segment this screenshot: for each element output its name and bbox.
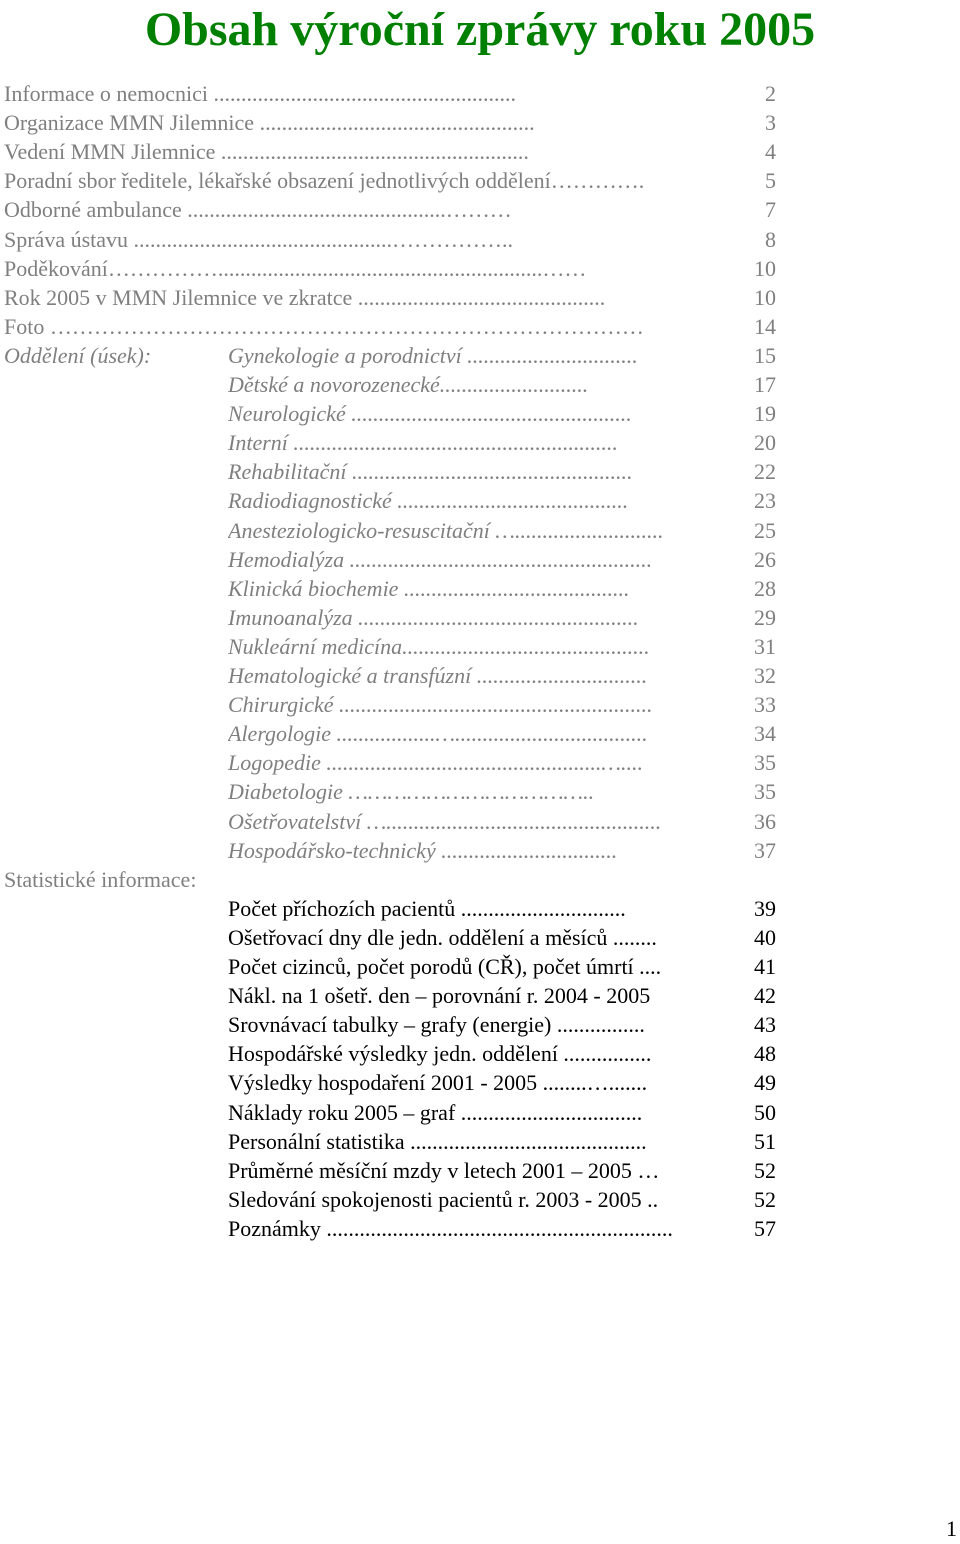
entry-title: Průměrné měsíční mzdy v letech 2001 – 2005 … — [228, 1157, 660, 1183]
entry-title: Nákl. na 1 ošetř. den – porovnání r. 2004 - 2005 — [228, 983, 651, 1009]
entry-title: Imunoanalýza ................................................... — [228, 604, 639, 630]
entry-page: 35 — [754, 779, 776, 805]
entry-title: Neurologické ................................................... — [228, 401, 632, 427]
entry-page: 48 — [754, 1041, 776, 1067]
entry-title: Hospodářské výsledky jedn. oddělení ................ — [228, 1041, 652, 1067]
toc-entry — [0, 254, 960, 283]
entry-title: Poznámky ............................................................... — [228, 1215, 673, 1241]
entry-title: Poradní sbor ředitele, lékařské obsazení jednotlivých oddělení…………. — [4, 168, 645, 194]
entry-page: 43 — [754, 1012, 776, 1038]
entry-title: Ošetřovatelství ….................................................. — [228, 808, 662, 834]
entry-title: Alergologie ..................…................................... — [228, 721, 648, 747]
entry-page: 40 — [754, 924, 776, 950]
section-header — [0, 865, 960, 894]
toc-entry — [0, 79, 960, 108]
entry-title: Počet cizinců, počet porodů (CŘ), počet úmrtí .... — [228, 954, 662, 979]
toc-entry — [0, 1068, 960, 1097]
entry-title: Radiodiagnostické .......................................... — [228, 488, 629, 514]
entry-page: 2 — [765, 81, 776, 106]
toc-entry — [0, 690, 960, 719]
entry-page: 10 — [754, 255, 776, 281]
toc-entry — [0, 777, 960, 806]
entry-page: 10 — [754, 284, 776, 310]
entry-page: 37 — [754, 837, 776, 863]
entry-page: 52 — [754, 1186, 776, 1212]
entry-title: Klinická biochemie ......................................... — [228, 575, 630, 601]
entry-title: Dětské a novorozenecké........................... — [228, 372, 589, 397]
document-title: Obsah výroční zprávy roku 2005 — [144, 3, 816, 56]
toc-entry — [0, 1098, 960, 1127]
entry-page: 32 — [754, 663, 776, 688]
entry-title: Rehabilitační ................................................... — [228, 459, 633, 485]
entry-page: 7 — [765, 197, 776, 223]
section-label-departments: Oddělení (úsek): — [4, 342, 152, 368]
toc-entry — [0, 399, 960, 428]
entry-title: Hematologické a transfúzní ............................... — [228, 663, 648, 688]
entry-title: Hospodářsko-technický ................................ — [228, 837, 618, 863]
entry-page: 3 — [765, 110, 776, 136]
entry-page: 22 — [754, 459, 776, 485]
entry-title: Počet příchozích pacientů .............................. — [228, 895, 626, 921]
toc-entry — [0, 894, 960, 923]
entry-page: 49 — [754, 1070, 776, 1096]
entry-page: 25 — [754, 517, 776, 543]
entry-title: Diabetologie ……………………………….. — [228, 779, 595, 805]
entry-title: Informace o nemocnici ....................................................... — [4, 81, 517, 106]
toc-entry — [0, 486, 960, 515]
entry-title: Ošetřovací dny dle jedn. oddělení a měsíců ........ — [228, 924, 657, 950]
entry-page: 8 — [765, 226, 776, 252]
entry-page: 29 — [754, 604, 776, 630]
entry-title: Gynekologie a porodnictví ............................... — [228, 342, 638, 368]
toc-entry — [0, 603, 960, 632]
entry-title: Správa ústavu ...............................................…………….. — [4, 226, 514, 252]
toc-entry — [0, 1214, 960, 1243]
entry-page: 41 — [754, 954, 776, 979]
entry-title: Personální statistika ........................................... — [228, 1128, 647, 1154]
toc-entry — [0, 1127, 960, 1156]
toc-entry — [0, 836, 960, 865]
entry-title: Hemodialýza ....................................................... — [228, 546, 653, 572]
toc-entry — [0, 574, 960, 603]
entry-page: 4 — [765, 139, 776, 165]
toc-entry — [0, 807, 960, 836]
toc-entry — [0, 545, 960, 574]
entry-title: Sledování spokojenosti pacientů r. 2003 - 2005 .. — [228, 1186, 659, 1212]
toc-entry — [0, 283, 960, 312]
entry-page: 42 — [754, 983, 776, 1009]
toc-entry — [0, 225, 960, 254]
toc-entry — [0, 1156, 960, 1185]
toc-entry — [0, 370, 960, 399]
toc-entry — [0, 457, 960, 486]
toc-entry — [0, 923, 960, 952]
entry-page: 5 — [765, 168, 776, 194]
entry-title: Nukleární medicína............................................. — [228, 633, 650, 659]
entry-title: Interní ........................................................... — [228, 430, 618, 456]
toc-entry — [0, 981, 960, 1010]
entry-page: 31 — [754, 633, 776, 659]
entry-title: Anesteziologicko-resuscitační …........................... — [228, 517, 664, 543]
entry-page: 15 — [754, 342, 776, 368]
entry-page: 39 — [754, 895, 776, 921]
entry-page: 26 — [754, 546, 776, 572]
entry-title: Foto ……………………………………………………………………… — [4, 313, 644, 339]
entry-title: Rok 2005 v MMN Jilemnice ve zkratce ............................................. — [4, 284, 606, 310]
entry-page: 20 — [754, 430, 776, 456]
entry-page: 28 — [754, 575, 776, 601]
toc-entry — [0, 632, 960, 661]
toc-entry — [0, 661, 960, 690]
entry-title: Odborné ambulance ...............................................……… — [4, 197, 512, 223]
toc-entry — [0, 312, 960, 341]
entry-title: Logopedie ..................................................….... — [228, 750, 643, 776]
entry-page: 23 — [754, 488, 776, 514]
entry-page: 34 — [754, 721, 776, 747]
entry-title: Srovnávací tabulky – grafy (energie) ................ — [228, 1012, 645, 1038]
toc-entry — [0, 1039, 960, 1068]
toc-entry — [0, 195, 960, 224]
entry-page: 36 — [754, 808, 776, 834]
toc-entry — [0, 1010, 960, 1039]
toc-entry — [0, 166, 960, 195]
entry-page: 33 — [754, 692, 776, 718]
toc-entry — [0, 952, 960, 981]
toc-entry — [0, 108, 960, 137]
entry-title: Organizace MMN Jilemnice .................................................. — [4, 110, 535, 136]
entry-title: Vedení MMN Jilemnice ........................................................ — [4, 139, 529, 165]
toc-entry — [0, 719, 960, 748]
entry-page: 17 — [754, 372, 776, 397]
entry-page: 19 — [754, 401, 776, 427]
entry-title: Výsledky hospodaření 2001 - 2005 ........…....... — [228, 1070, 648, 1096]
toc-entry — [0, 748, 960, 777]
entry-page: 14 — [754, 313, 776, 339]
entry-page: 50 — [754, 1099, 776, 1125]
section-label-statistics: Statistické informace: — [4, 866, 197, 892]
toc-entry — [0, 1185, 960, 1214]
toc-entry — [0, 516, 960, 545]
entry-page: 57 — [754, 1215, 776, 1241]
entry-title: Náklady roku 2005 – graf ................................. — [228, 1099, 643, 1125]
page-number: 1 — [946, 1516, 957, 1541]
entry-page: 35 — [754, 750, 776, 776]
entry-title: Poděkování……………...........................................................…… — [4, 255, 587, 281]
entry-page: 51 — [754, 1128, 776, 1154]
toc-entry — [0, 137, 960, 166]
toc-entry — [0, 341, 960, 370]
entry-title: Chirurgické ......................................................... — [228, 692, 653, 718]
toc-entry — [0, 428, 960, 457]
entry-page: 52 — [754, 1157, 776, 1183]
